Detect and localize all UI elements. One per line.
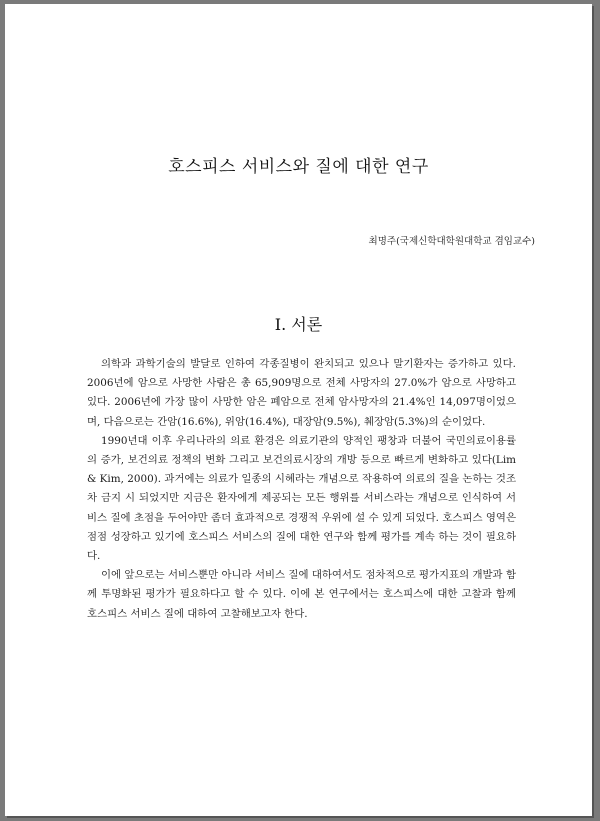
section-heading-introduction: Ⅰ. 서론	[274, 315, 323, 334]
author-affiliation: 최명주(국제신학대학원대학교 겸임교수)	[368, 236, 535, 247]
paragraph: 의학과 과학기술의 발달로 인하여 각종질병이 완치되고 있으나 말기환자는 증가하고 있다. 2006년에 암으로 사망한 사람은 총 65,909명으로 전체 사망자의 27.0%가 암으로 사망하고 있다. 2006년에 가장 많이 사망한 암은 폐암으로 전체 암사망자의 21.4%인 14,097명이었으며, 다음으로는 간암(16.6%), 위암(16.4%), 대장암(9.5%), 췌장암(5.3%)의 순이었다.	[87, 358, 516, 428]
body-text	[87, 355, 516, 624]
paragraph: 이에 앞으로는 서비스뿐만 아니라 서비스 질에 대하여서도 점차적으로 평가지표의 개발과 함께 투명화된 평가가 필요하다고 할 수 있다. 이에 본 연구에서는 호스피스에 대한 고찰과 함께 호스피스 서비스 질에 대하여 고찰해보고자 한다.	[87, 569, 516, 620]
paper-title: 호스피스 서비스와 질에 대한 연구	[168, 157, 429, 177]
document-page	[5, 4, 592, 816]
paragraph: 1990년대 이후 우리나라의 의료 환경은 의료기관의 양적인 팽창과 더불어 국민의료이용률의 증가, 보건의료 정책의 변화 그리고 보건의료시장의 개방 등으로 빠르게 변화하고 있다(Lim & Kim, 2000). 과거에는 의료가 일종의 시혜라는 개념으로 작용하여 의료의 질을 논하는 것조차 금지 시 되었지만 지금은 환자에게 제공되는 모든 행위를 서비스라는 개념으로 인식하여 서비스 질에 초점을 두어야만 좀더 효과적으로 경쟁적 우위에 설 수 있게 되었다. 호스피스 영역은 점점 성장하고 있기에 호스피스 서비스의 질에 대한 연구와 함께 평가를 계속 하는 것이 필요하다.	[87, 434, 516, 563]
